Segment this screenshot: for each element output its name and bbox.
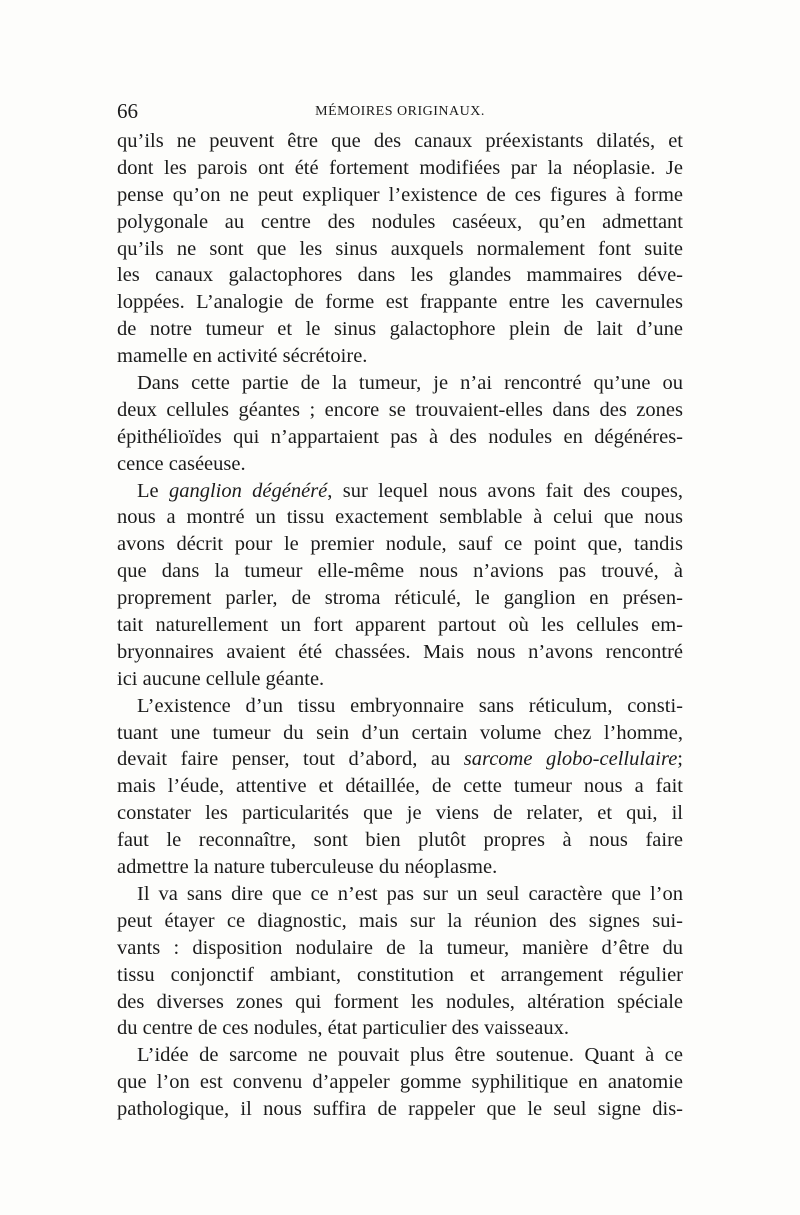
text-segment: nous a montré un tissu exactement semblable à celui que nous xyxy=(117,506,683,529)
text-line xyxy=(117,1015,683,1042)
paragraph-first-line xyxy=(117,370,683,397)
text-line xyxy=(117,962,683,989)
text-segment: mais l’éude, attentive et détaillée, de cette tumeur nous a fait xyxy=(117,775,683,798)
text-segment: épithélioïdes qui n’appartaient pas à des nodules en dégénéres- xyxy=(117,425,683,448)
text-segment: admettre la nature tuberculeuse du néoplasme. xyxy=(117,856,498,879)
text-segment: que l’on est convenu d’appeler gomme syphilitique en anatomie xyxy=(117,1071,683,1094)
text-segment: Dans cette partie de la tumeur, je n’ai rencontré qu’une ou xyxy=(137,372,683,395)
text-line xyxy=(117,316,683,343)
text-segment: vants : disposition nodulaire de la tumeur, manière d’être du xyxy=(117,936,683,959)
text-segment: Le xyxy=(137,479,169,502)
text-line xyxy=(117,289,683,316)
text-segment: dont les parois ont été fortement modifiées par la néoplasie. Je xyxy=(117,156,683,179)
text-segment: pathologique, il nous suffira de rappeler que le seul signe dis- xyxy=(117,1098,683,1121)
text-line xyxy=(117,182,683,209)
text-segment: que dans la tumeur elle-même nous n’avions pas trouvé, à xyxy=(117,560,683,583)
text-segment: mamelle en activité sécrétoire. xyxy=(117,345,368,368)
paragraph-first-line xyxy=(117,1042,683,1069)
text-segment: qu’ils ne sont que les sinus auxquels normalement font suite xyxy=(117,237,683,260)
text-segment: constater les particularités que je viens de relater, et qui, il xyxy=(117,802,683,825)
text-segment: polygonale au centre des nodules caséeux, qu’en admettant xyxy=(117,210,683,233)
text-segment: peut étayer ce diagnostic, mais sur la réunion des signes sui- xyxy=(117,909,683,932)
paragraph-first-line xyxy=(117,478,683,505)
text-line xyxy=(117,585,683,612)
text-line xyxy=(117,612,683,639)
text-segment: ici aucune cellule géante. xyxy=(117,667,325,690)
text-segment: deux cellules géantes ; encore se trouvaient-elles dans des zones xyxy=(117,398,683,421)
text-segment: devait faire penser, tout d’abord, au xyxy=(117,748,464,771)
text-segment: proprement parler, de stroma réticulé, le ganglion en présen- xyxy=(117,587,683,610)
text-line xyxy=(117,666,683,693)
text-segment: tait naturellement un fort apparent partout où les cellules em- xyxy=(117,614,683,637)
text-segment: tissu conjonctif ambiant, constitution et arrangement régulier xyxy=(117,963,683,986)
text-line xyxy=(117,773,683,800)
text-line xyxy=(117,989,683,1016)
text-segment: L’existence d’un tissu embryonnaire sans réticulum, consti- xyxy=(137,694,683,717)
text-line xyxy=(117,451,683,478)
text-line xyxy=(117,504,683,531)
text-segment: qu’ils ne peuvent être que des canaux préexistants dilatés, et xyxy=(117,130,683,152)
text-segment: de notre tumeur et le sinus galactophore plein de lait d’une xyxy=(117,318,683,341)
text-line xyxy=(117,155,683,182)
text-line xyxy=(117,639,683,666)
running-head-title: MÉMOIRES ORIGINAUX. xyxy=(315,104,485,119)
text-segment: tuant une tumeur du sein d’un certain volume chez l’homme, xyxy=(117,721,683,744)
text-segment: des diverses zones qui forment les nodules, altération spéciale xyxy=(117,990,683,1013)
text-line xyxy=(117,800,683,827)
italic-term: sarcome globo-cellulaire xyxy=(463,748,678,771)
text-segment: du centre de ces nodules, état particulier des vaisseaux. xyxy=(117,1017,569,1040)
text-line xyxy=(117,262,683,289)
text-segment: bryonnaires avaient été chassées. Mais nous n’avons rencontré xyxy=(117,640,683,663)
text-segment: avons décrit pour le premier nodule, sauf ce point que, tandis xyxy=(117,533,683,556)
text-line xyxy=(117,236,683,263)
text-line xyxy=(117,1069,683,1096)
text-segment: , sur lequel nous avons fait des coupes, xyxy=(327,479,683,502)
text-line xyxy=(117,558,683,585)
text-line xyxy=(117,343,683,370)
text-line xyxy=(117,1096,683,1123)
italic-term: ganglion dégénéré xyxy=(168,479,328,502)
text-line xyxy=(117,720,683,747)
text-segment: pense qu’on ne peut expliquer l’existence de ces figures à forme xyxy=(117,183,683,206)
text-line xyxy=(117,827,683,854)
text-segment: les canaux galactophores dans les glandes mammaires déve- xyxy=(117,264,683,287)
page-number: 66 xyxy=(117,99,138,123)
paragraph-first-line xyxy=(117,881,683,908)
text-line xyxy=(117,935,683,962)
body-text xyxy=(117,128,683,1123)
text-segment: ; xyxy=(677,748,683,771)
running-head xyxy=(117,96,683,126)
text-segment: L’idée de sarcome ne pouvait plus être soutenue. Quant à ce xyxy=(137,1044,683,1067)
text-line xyxy=(117,424,683,451)
text-segment: Il va sans dire que ce n’est pas sur un seul caractère que l’on xyxy=(137,882,683,905)
text-line xyxy=(117,908,683,935)
text-line xyxy=(117,209,683,236)
text-line xyxy=(117,397,683,424)
text-line xyxy=(117,128,683,155)
text-line xyxy=(117,854,683,881)
text-segment: loppées. L’analogie de forme est frappante entre les cavernules xyxy=(117,291,683,314)
text-segment: faut le reconnaître, sont bien plutôt propres à nous faire xyxy=(117,829,683,852)
text-line xyxy=(117,746,683,773)
paragraph-first-line xyxy=(117,693,683,720)
text-segment: cence caséeuse. xyxy=(117,452,246,475)
text-line xyxy=(117,531,683,558)
